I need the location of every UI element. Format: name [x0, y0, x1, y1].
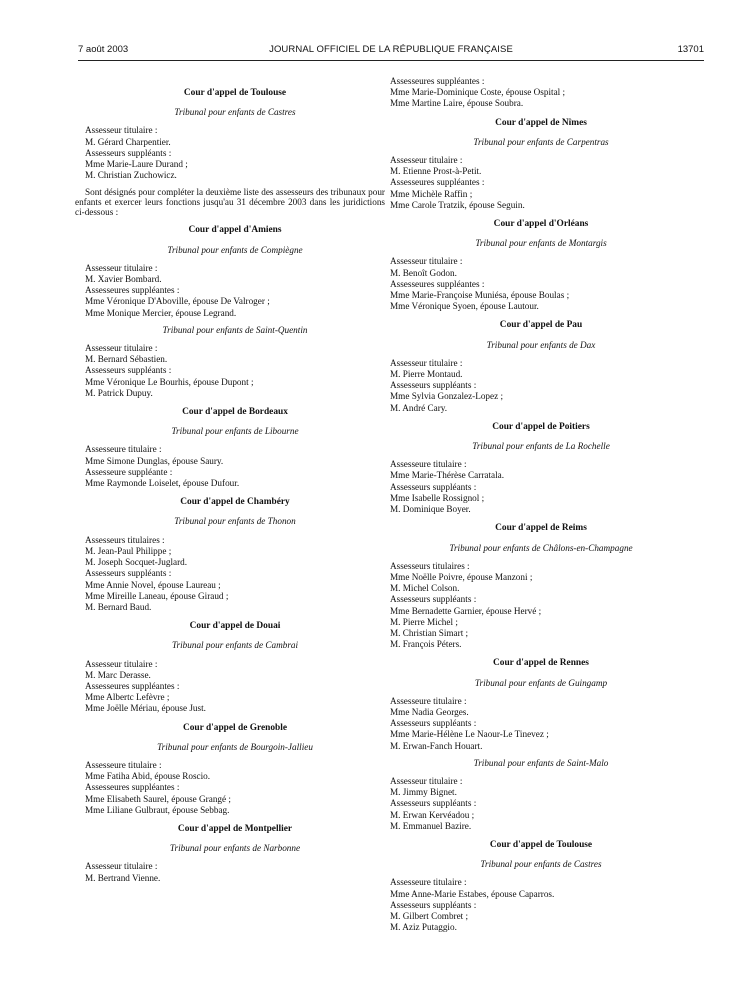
list-item: Assesseurs titulaires :: [390, 560, 470, 571]
list-item: M. Christian Zuchowicz.: [85, 170, 177, 181]
tribunal-title: Tribunal pour enfants de Compiègne: [167, 244, 303, 255]
list-item: M. Marc Derasse.: [85, 669, 151, 680]
list-item: M. André Cary.: [390, 402, 448, 413]
list-item: Assesseure suppléante :: [85, 466, 173, 477]
list-item: M. Emmanuel Bazire.: [390, 820, 472, 831]
list-item: Mme Marie-Thérèse Carratala.: [390, 470, 505, 481]
court-title: Cour d'appel de Reims: [495, 523, 587, 534]
list-item: M. François Péters.: [390, 639, 462, 650]
list-item: Mme Elisabeth Saurel, épouse Grangé ;: [85, 793, 231, 804]
list-item: Assesseures suppléantes :: [390, 177, 485, 188]
list-item: Mme Anne-Marie Estabes, épouse Caparros.: [390, 888, 555, 899]
list-item: Mme Martine Laire, épouse Soubra.: [390, 98, 524, 109]
list-item: Assesseur titulaire :: [85, 343, 158, 354]
court-title: Cour d'appel de Nîmes: [495, 117, 587, 128]
list-item: Mme Simone Dunglas, épouse Saury.: [85, 455, 224, 466]
left-column: [75, 88, 385, 884]
list-item: Assesseures suppléantes :: [390, 76, 485, 86]
list-item: M. Erwan Kervéadou ;: [390, 809, 475, 820]
tribunal-title: Tribunal pour enfants de Bourgoin-Jallieu: [157, 741, 313, 752]
list-item: Mme Sylvia Gonzalez-Lopez ;: [390, 391, 504, 402]
court-title: Cour d'appel de Toulouse: [183, 88, 287, 98]
list-item: M. Bernard Sébastien.: [85, 354, 168, 365]
list-item: Mme Marie-Laure Durand ;: [85, 159, 188, 170]
court-title: Cour d'appel de Pau: [499, 320, 583, 331]
list-item: Mme Annie Novel, épouse Laureau ;: [85, 579, 221, 590]
list-item: M. Erwan-Fanch Houart.: [390, 740, 483, 751]
list-item: Mme Michèle Raffin ;: [390, 188, 473, 199]
page-header: [78, 44, 704, 58]
list-item: Assesseur titulaire :: [390, 775, 463, 786]
list-item: Mme Albertc Lefèvre ;: [85, 692, 170, 703]
list-item: Mme Marie-Dominique Coste, épouse Ospital ;: [390, 87, 566, 98]
list-item: M. Benoît Godon.: [390, 267, 457, 278]
tribunal-title: Tribunal pour enfants de Châlons-en-Champagne: [449, 542, 633, 553]
list-item: Mme Noëlle Poivre, épouse Manzoni ;: [390, 571, 533, 582]
list-item: Assesseurs suppléants :: [85, 568, 172, 579]
list-item: Mme Isabelle Rossignol ;: [390, 492, 485, 503]
court-title: Cour d'appel de Chambéry: [180, 497, 290, 508]
list-item: M. Pierre Montaud.: [390, 369, 463, 380]
list-item: Assesseures suppléantes :: [85, 285, 180, 296]
list-item: Mme Mireille Laneau, épouse Giraud ;: [85, 590, 229, 601]
court-title: Cour d'appel de Poitiers: [492, 421, 590, 432]
list-item: Assesseurs suppléants :: [390, 899, 477, 910]
list-item: Assesseurs titulaires :: [85, 534, 165, 545]
court-title: Cour d'appel de Douai: [189, 621, 281, 632]
header-date: 7 août 2003: [78, 44, 129, 55]
list-item: Assesseur titulaire :: [85, 658, 158, 669]
list-item: M. Jean-Paul Philippe ;: [85, 545, 172, 556]
list-item: Mme Fatiha Abid, épouse Roscio.: [85, 771, 211, 782]
court-title: Cour d'appel de Montpellier: [177, 823, 293, 834]
list-item: Mme Marie-Hélène Le Naour-Le Tinevez ;: [390, 729, 549, 740]
list-item: Assesseur titulaire :: [85, 861, 158, 872]
list-item: Assesseurs suppléants :: [85, 365, 172, 376]
page-number: 13701: [677, 44, 704, 55]
list-item: Mme Marie-Françoise Muniésa, épouse Boulas ;: [390, 290, 570, 301]
header-rule: [78, 60, 704, 61]
tribunal-title: Tribunal pour enfants de Dax: [486, 339, 596, 350]
list-item: Assesseure titulaire :: [390, 459, 467, 470]
list-item: M. Gilbert Combret ;: [390, 910, 469, 921]
list-item: M. Bertrand Vienne.: [85, 872, 161, 883]
tribunal-title: Tribunal pour enfants de Castres: [174, 107, 296, 118]
list-item: Mme Nadia Georges.: [390, 706, 469, 717]
list-item: Assesseurs suppléants :: [390, 481, 477, 492]
right-column: [390, 76, 692, 933]
list-item: Assesseur titulaire :: [85, 125, 158, 136]
list-item: M. Christian Simart ;: [390, 627, 469, 638]
court-title: Cour d'appel de Toulouse: [489, 839, 593, 850]
court-title: Cour d'appel de Rennes: [493, 658, 589, 669]
list-item: M. Michel Colson.: [390, 583, 460, 594]
list-item: Assesseure titulaire :: [390, 877, 467, 888]
list-item: Assesseurs suppléants :: [390, 380, 477, 391]
list-item: Assesseures suppléantes :: [390, 278, 485, 289]
list-item: M. Dominique Boyer.: [390, 504, 471, 515]
list-item: Assesseure titulaire :: [85, 444, 162, 455]
list-item: Mme Carole Tratzik, épouse Seguin.: [390, 199, 525, 210]
court-title: Cour d'appel d'Amiens: [188, 225, 282, 236]
tribunal-title: Tribunal pour enfants de Libourne: [171, 426, 299, 437]
list-item: Assesseure titulaire :: [85, 759, 162, 770]
list-item: Assesseures suppléantes :: [85, 680, 180, 691]
list-item: M. Gérard Charpentier.: [85, 136, 171, 147]
list-item: M. Aziz Putaggio.: [390, 922, 457, 933]
list-item: Mme Véronique Le Bourhis, épouse Dupont ;: [85, 376, 254, 387]
court-title: Cour d'appel de Grenoble: [182, 722, 288, 733]
tribunal-title: Tribunal pour enfants de Guingamp: [474, 677, 608, 688]
list-item: Mme Joëlle Mériau, épouse Just.: [85, 703, 206, 714]
header-title: JOURNAL OFFICIEL DE LA RÉPUBLIQUE FRANÇAISE: [269, 44, 513, 55]
list-item: Assesseur titulaire :: [85, 262, 158, 273]
list-item: Mme Véronique Syoen, épouse Lautour.: [390, 301, 539, 312]
court-title: Cour d'appel d'Orléans: [493, 219, 589, 230]
list-item: M. Joseph Socquet-Juglard.: [85, 557, 188, 568]
list-item: Assesseure titulaire :: [390, 695, 467, 706]
intro-paragraph: Sont désignés pour compléter la deuxième liste des assesseurs des tribunaux pour enfants et exercer leurs fonctions jusqu'au 31 décembre 2003 dans les juridictions ci-dessous :: [75, 187, 385, 218]
tribunal-title: Tribunal pour enfants de Castres: [480, 859, 602, 870]
tribunal-title: Tribunal pour enfants de Carpentras: [473, 136, 609, 147]
list-item: Mme Liliane Gulbraut, épouse Sebbag.: [85, 804, 230, 815]
list-item: Assesseurs suppléants :: [390, 798, 477, 809]
list-item: Mme Raymonde Loiselet, épouse Dufour.: [85, 478, 240, 489]
tribunal-title: Tribunal pour enfants de Montargis: [475, 238, 607, 249]
list-item: Assesseurs suppléants :: [390, 718, 477, 729]
list-item: Mme Monique Mercier, épouse Legrand.: [85, 307, 237, 318]
tribunal-title: Tribunal pour enfants de Thonon: [174, 516, 296, 527]
list-item: Assesseur titulaire :: [390, 155, 463, 166]
tribunal-title: Tribunal pour enfants de La Rochelle: [472, 441, 610, 452]
list-item: Assesseures suppléantes :: [85, 782, 180, 793]
list-item: Assesseur titulaire :: [390, 357, 463, 368]
tribunal-title: Tribunal pour enfants de Saint-Malo: [473, 757, 609, 768]
tribunal-title: Tribunal pour enfants de Cambrai: [171, 640, 299, 651]
list-item: Assesseurs suppléants :: [390, 594, 477, 605]
tribunal-title: Tribunal pour enfants de Narbonne: [169, 843, 301, 854]
list-item: M. Etienne Prost-à-Petit.: [390, 166, 482, 177]
list-item: Mme Véronique D'Aboville, épouse De Valroger ;: [85, 296, 270, 307]
list-item: M. Xavier Bombard.: [85, 274, 162, 285]
list-item: Assesseur titulaire :: [390, 256, 463, 267]
list-item: Assesseurs suppléants :: [85, 147, 172, 158]
list-item: Mme Bernadette Garnier, épouse Hervé ;: [390, 605, 542, 616]
list-item: M. Patrick Dupuy.: [85, 387, 153, 398]
court-title: Cour d'appel de Bordeaux: [182, 407, 288, 418]
list-item: M. Bernard Baud.: [85, 601, 152, 612]
tribunal-title: Tribunal pour enfants de Saint-Quentin: [162, 324, 308, 335]
list-item: M. Pierre Michel ;: [390, 616, 458, 627]
list-item: M. Jimmy Bignet.: [390, 787, 457, 798]
